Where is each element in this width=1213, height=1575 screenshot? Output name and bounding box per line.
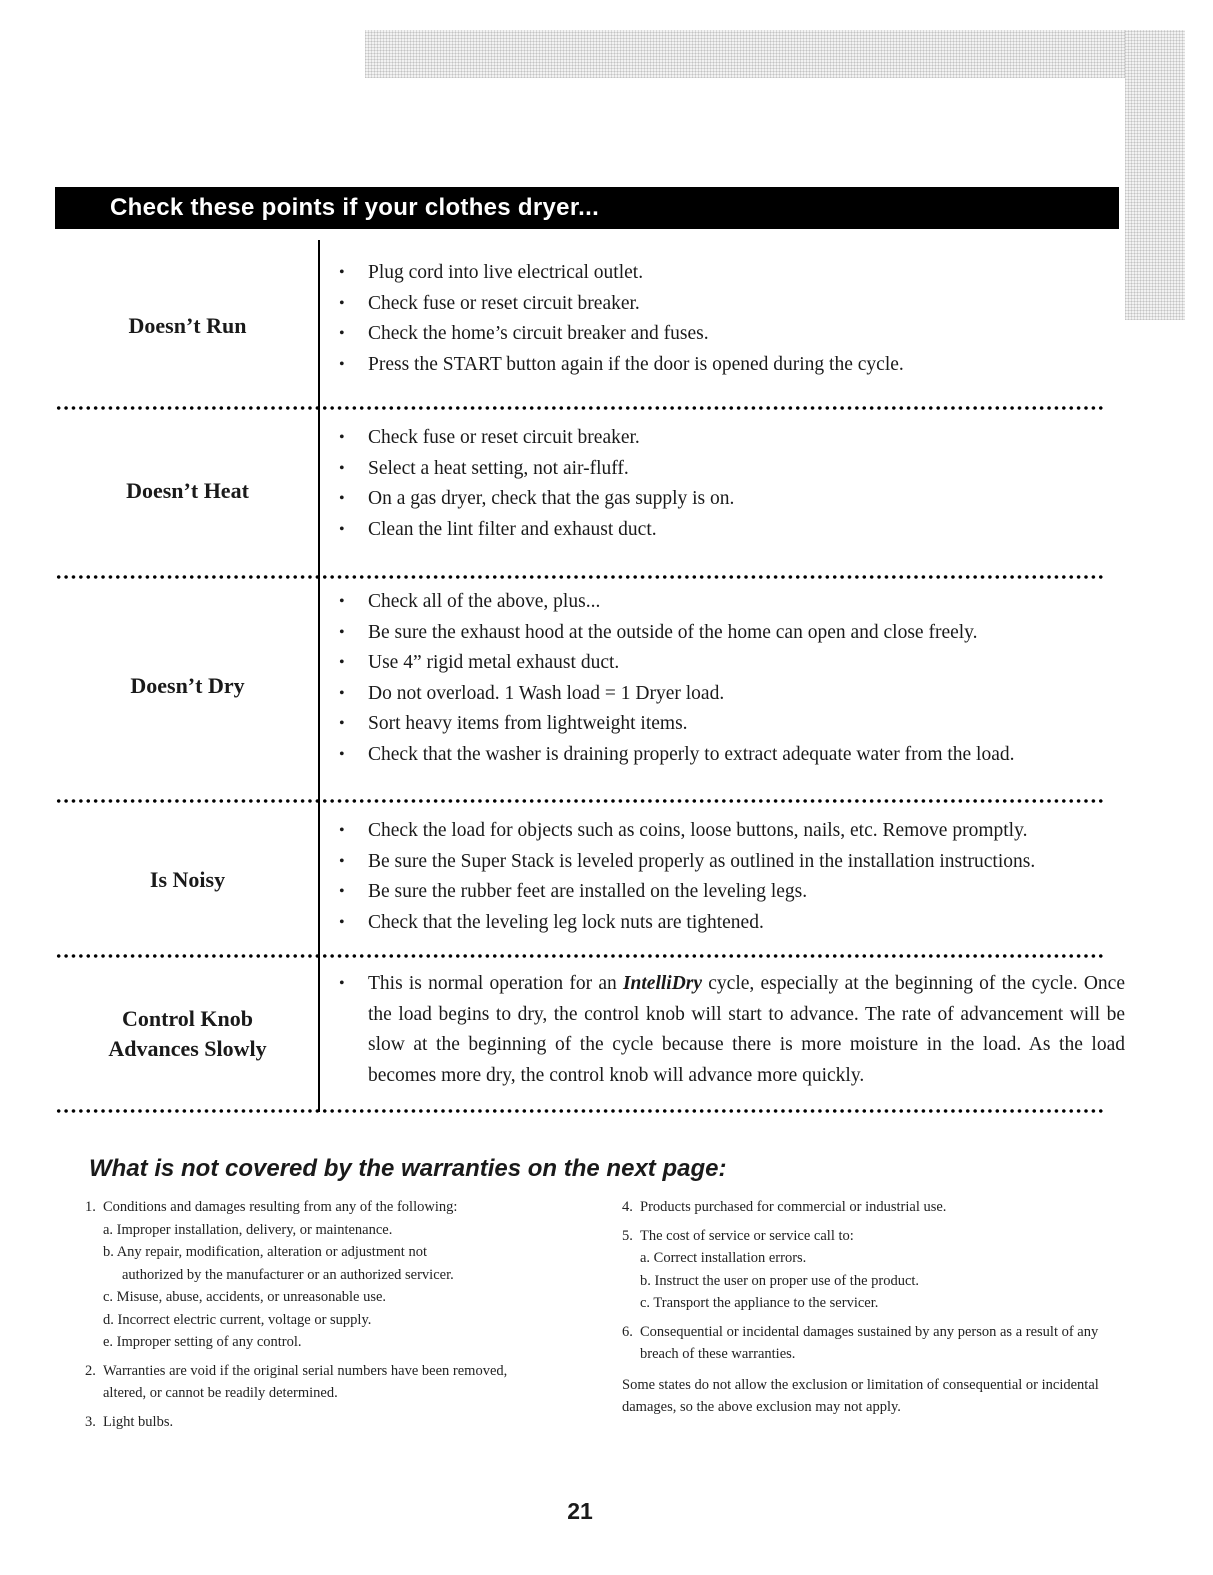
problem-row-doesnt-run bbox=[55, 258, 1125, 393]
sub-item: a. Improper installation, delivery, or maintenance. bbox=[103, 1221, 393, 1238]
remedy-item: • Plug cord into live electrical outlet. bbox=[339, 258, 1125, 289]
problem-label-line: Control Knob bbox=[121, 1006, 253, 1031]
warranty-right-column bbox=[622, 1196, 1117, 1419]
state-law-note: Some states do not allow the exclusion or limitation of consequential or incidental damages, so the above exclusion may not apply. bbox=[622, 1376, 1099, 1415]
item-number: 4. bbox=[622, 1199, 633, 1215]
warranty-item bbox=[622, 1321, 1117, 1366]
remedy-item: • Check fuse or reset circuit breaker. bbox=[339, 289, 1125, 320]
warranty-item bbox=[622, 1196, 1117, 1219]
remedy-item: • Select a heat setting, not air-fluff. bbox=[339, 454, 1125, 485]
dotted-separator bbox=[55, 1109, 1103, 1113]
item-text: The cost of service or service call to: bbox=[640, 1227, 854, 1244]
remedy-item: • Be sure the exhaust hood at the outside of the home can open and close freely. bbox=[339, 618, 1125, 649]
dotted-separator bbox=[55, 954, 1103, 958]
item-number: 6. bbox=[622, 1323, 633, 1340]
item-text: Consequential or incidental damages sustained by any person as a result of any breach of these warranties. bbox=[640, 1323, 1099, 1362]
remedy-list bbox=[339, 423, 1125, 545]
remedy-item: • Check fuse or reset circuit breaker. bbox=[339, 423, 1125, 454]
problem-label-line: Advances Slowly bbox=[108, 1036, 267, 1061]
remedy-item: • Check the home’s circuit breaker and fuses. bbox=[339, 319, 1125, 350]
remedy-item: • Clean the lint filter and exhaust duct. bbox=[339, 515, 1125, 546]
remedy-item: • Do not overload. 1 Wash load = 1 Dryer load. bbox=[339, 679, 1125, 710]
remedy-item: • Check the load for objects such as coins, loose buttons, nails, etc. Remove promptly. bbox=[339, 816, 1125, 847]
remedy-list bbox=[339, 969, 1125, 1091]
remedy-item: • Use 4” rigid metal exhaust duct. bbox=[339, 648, 1125, 679]
warranty-left-column bbox=[85, 1196, 565, 1433]
problem-row-control-knob bbox=[55, 969, 1125, 1099]
sub-item-continued: authorized by the manufacturer or an authorized servicer. bbox=[122, 1266, 454, 1283]
warranty-item bbox=[85, 1411, 565, 1434]
remedy-text: cycle, especially at the beginning of the cycle. Once the load begins to dry, the control knob will start to advance. The rate of advancement will be slow at the beginning of the cycle because there is more moisture in the load. As the load becomes more dry, the control knob will advance more quickly. bbox=[368, 973, 1125, 1086]
problem-label: Is Noisy bbox=[149, 867, 226, 892]
remedy-item: • Check that the leveling leg lock nuts are tightened. bbox=[339, 908, 1125, 939]
item-text: Light bulbs. bbox=[103, 1413, 174, 1430]
remedy-item: • Be sure the rubber feet are installed on the leveling legs. bbox=[339, 877, 1125, 908]
warranty-item bbox=[85, 1360, 550, 1405]
item-number: 5. bbox=[622, 1227, 633, 1244]
sub-item: b. Any repair, modification, alteration or adjustment not bbox=[103, 1244, 427, 1260]
remedy-item: • Check all of the above, plus... bbox=[339, 587, 1125, 618]
remedy-item: • Check that the washer is draining properly to extract adequate water from the load. bbox=[339, 740, 1125, 771]
item-number: 1. bbox=[85, 1199, 96, 1215]
remedy-text: This is normal operation for an bbox=[368, 973, 623, 994]
problem-row-is-noisy bbox=[55, 816, 1125, 944]
item-text: Products purchased for commercial or industrial use. bbox=[640, 1199, 947, 1215]
dotted-separator bbox=[55, 799, 1103, 803]
warranty-item bbox=[85, 1196, 565, 1219]
sub-item: c. Misuse, abuse, accidents, or unreasonable use. bbox=[103, 1289, 387, 1305]
section-banner: Check these points if your clothes dryer... bbox=[55, 187, 1119, 229]
sub-item: c. Transport the appliance to the servicer. bbox=[640, 1295, 879, 1311]
page-number: 21 bbox=[567, 1498, 593, 1524]
dotted-separator bbox=[55, 575, 1103, 579]
item-number: 2. bbox=[85, 1362, 96, 1379]
problem-label bbox=[55, 969, 320, 1099]
remedy-item: • Sort heavy items from lightweight items. bbox=[339, 709, 1125, 740]
problem-label: Doesn’t Dry bbox=[130, 673, 245, 698]
sub-item: b. Instruct the user on proper use of the product. bbox=[640, 1272, 920, 1289]
item-number: 3. bbox=[85, 1413, 96, 1430]
sub-item: a. Correct installation errors. bbox=[640, 1250, 807, 1266]
problem-label: Doesn’t Run bbox=[128, 312, 247, 338]
remedy-item bbox=[339, 969, 1125, 1091]
remedy-item: • Be sure the Super Stack is leveled properly as outlined in the installation instructions. bbox=[339, 847, 1125, 878]
remedy-list bbox=[339, 816, 1125, 938]
decorative-hatch-right bbox=[1125, 30, 1185, 320]
warranty-item bbox=[622, 1225, 1117, 1248]
brand-name: IntelliDry bbox=[622, 973, 703, 994]
sub-item: e. Improper setting of any control. bbox=[103, 1334, 302, 1350]
remedy-item: • On a gas dryer, check that the gas supply is on. bbox=[339, 484, 1125, 515]
warranty-title: What is not covered by the warranties on the next page: bbox=[89, 1155, 727, 1182]
item-text: Conditions and damages resulting from any of the following: bbox=[103, 1199, 458, 1215]
problem-row-doesnt-dry bbox=[55, 587, 1125, 785]
problem-label: Doesn’t Heat bbox=[126, 477, 249, 503]
sub-item: d. Incorrect electric current, voltage or supply. bbox=[103, 1311, 372, 1328]
problem-row-doesnt-heat bbox=[55, 423, 1125, 558]
dotted-separator bbox=[55, 406, 1103, 410]
decorative-hatch-top bbox=[365, 30, 1185, 78]
item-text: Warranties are void if the original serial numbers have been removed, altered, or cannot be readily determined. bbox=[103, 1362, 508, 1401]
remedy-list bbox=[339, 587, 1125, 770]
remedy-item: • Press the START button again if the door is opened during the cycle. bbox=[339, 350, 1125, 381]
remedy-list bbox=[339, 258, 1125, 380]
